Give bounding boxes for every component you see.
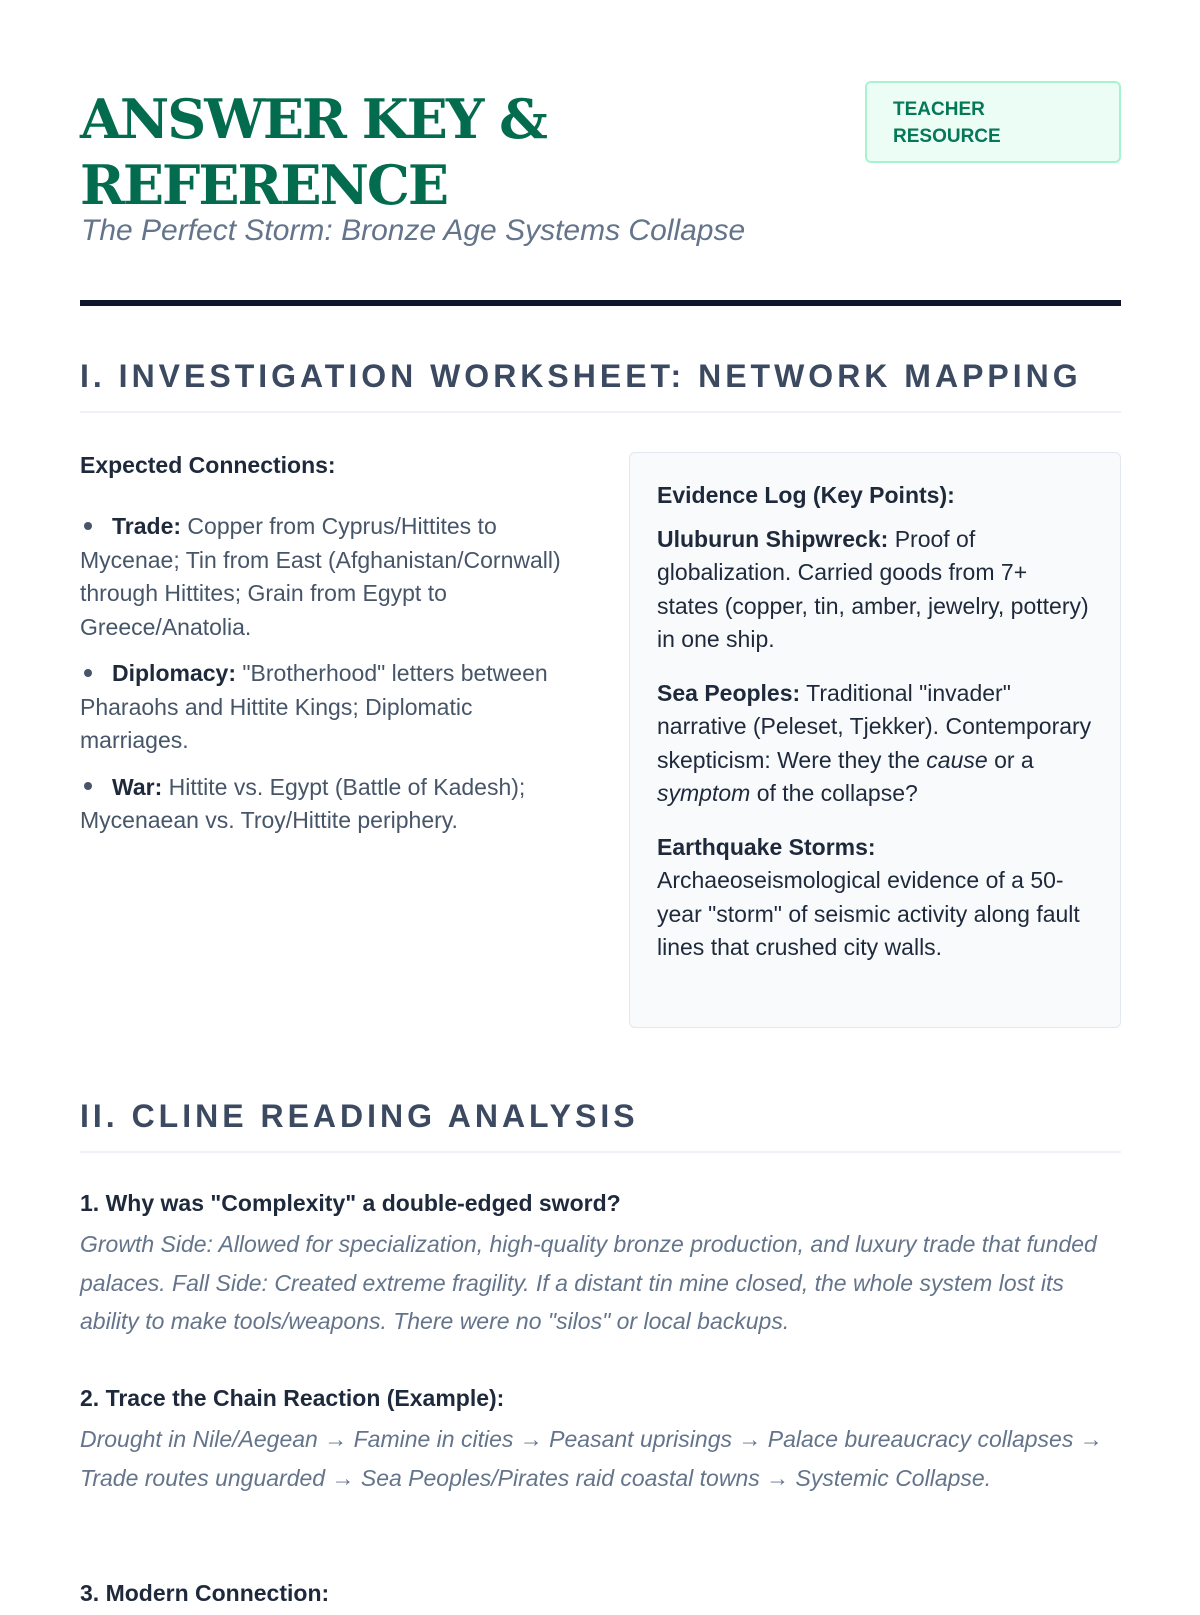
section-1-divider [80,411,1121,413]
evidence-term: Sea Peoples: [657,679,801,706]
evidence-item-uluburun [657,523,1093,657]
connection-text: Hittite vs. Egypt (Battle of Kadesh); Mycenaean vs. Troy/Hittite periphery. [80,773,526,833]
evidence-text: of the collapse? [756,780,918,806]
connection-term: War: [112,773,163,800]
evidence-item-earthquake [657,831,1093,965]
evidence-emphasis: symptom [657,780,751,806]
page-title: ANSWER KEY & REFERENCE [80,87,546,217]
evidence-item-sea-peoples [657,677,1093,811]
question-heading: 3. Modern Connection: [80,1580,330,1606]
question-2 [80,1385,1121,1497]
teacher-resource-badge: TEACHER RESOURCE [865,81,1121,163]
evidence-emphasis: cause [926,746,988,773]
evidence-text: Proof of globalization. Carried goods from 7+ states (copper, tin, amber, jewelry, pottery) in one ship. [657,525,1089,652]
expected-connections-heading: Expected Connections: [80,452,336,478]
evidence-log-heading: Evidence Log (Key Points): [657,482,955,508]
evidence-text: Archaeoseismological evidence of a 50-year "storm" of seismic activity along fault lines that crushed city walls. [657,867,1080,960]
evidence-log-box [629,452,1121,1028]
list-item [80,771,580,838]
bullet-icon [84,669,92,677]
connection-text: "Brotherhood" letters between Pharaohs and Hittite Kings; Diplomatic marriages. [80,660,548,753]
evidence-text: or a [994,746,1034,773]
question-3 [80,1580,1121,1615]
question-answer: Drought in Nile/Aegean → Famine in cities → Peasant uprisings → Palace bureaucracy collapses → Trade routes unguarded → Sea Peoples/Pirates raid coastal towns → Systemic Collapse. [80,1426,1103,1491]
bullet-icon [84,782,92,790]
connection-term: Trade: [112,513,182,539]
evidence-term: Earthquake Storms: [657,833,876,860]
connections-list [80,510,580,851]
section-1-title: I. INVESTIGATION WORKSHEET: NETWORK MAPPING [80,358,1082,394]
question-1 [80,1190,1121,1341]
section-2-divider [80,1151,1121,1153]
question-answer: Growth Side: Allowed for specialization, high-quality bronze production, and luxury trade that funded palaces. Fall Side: Created extreme fragility. If a distant tin mine closed, the whole system lost its ability to make tools/weapons. There were no "silos" or local backups. [80,1231,1097,1334]
section-2-title: II. CLINE READING ANALYSIS [80,1098,639,1134]
question-heading: 2. Trace the Chain Reaction (Example): [80,1385,505,1411]
list-item [80,510,580,644]
connection-text: Copper from Cyprus/Hittites to Mycenae; Tin from East (Afghanistan/Cornwall) through Hittites; Grain from Egypt to Greece/Anatolia. [80,513,561,640]
list-item [80,657,580,758]
bullet-icon [84,522,92,530]
evidence-term: Uluburun Shipwreck: [657,525,889,552]
evidence-text: Traditional "invader" narrative (Peleset, Tjekker). Contemporary skepticism: Were they the [657,679,1092,773]
connection-term: Diplomacy: [112,660,236,686]
page-subtitle: The Perfect Storm: Bronze Age Systems Collapse [81,214,746,247]
question-heading: 1. Why was "Complexity" a double-edged sword? [80,1190,621,1216]
header-divider [80,300,1121,306]
